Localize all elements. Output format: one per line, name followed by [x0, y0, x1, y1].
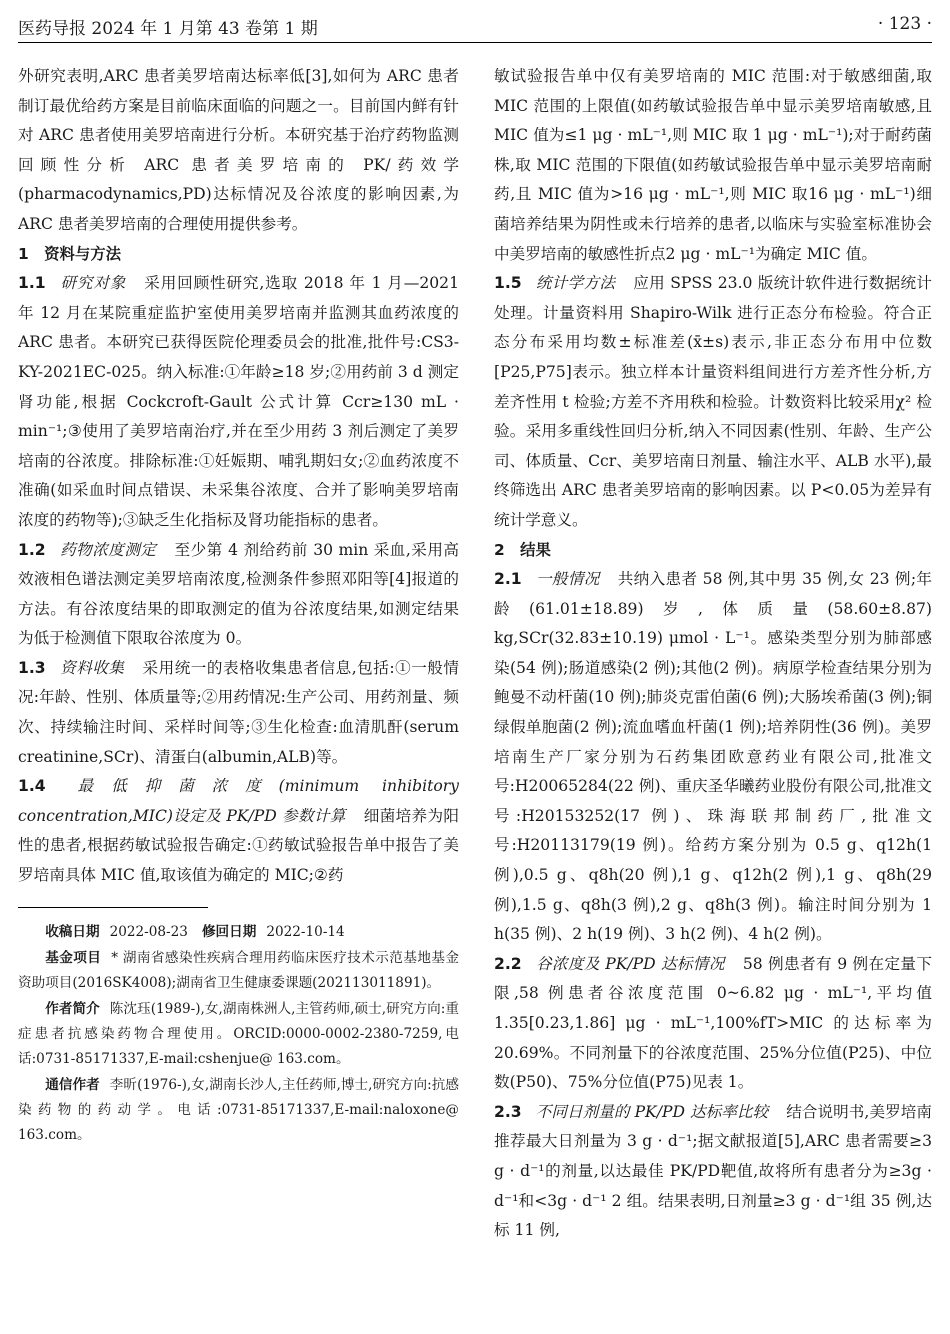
subsection-2-3: [494, 1098, 932, 1246]
subsection-text: 采用统一的表格收集患者信息,包括:①一般情况:年龄、性别、体质量等;②用药情况:生产公司、用药剂量、频次、持续输注时间、采样时间等;③生化检查:血清肌酐(serum creatinine,SCr)、清蛋白(albumin,ALB)等。: [18, 658, 459, 766]
left-column: [18, 62, 459, 1322]
section-heading-results: 2 结果: [494, 540, 551, 559]
subsection-text: 共纳入患者 58 例,其中男 35 例,女 23 例;年龄(61.01±18.89)岁,体质量(58.60±8.87) kg,SCr(32.83±10.19) μmol · L⁻¹。感染类型分别为肺部感染(54 例);肠道感染(2 例);其他(2 例)。病原学检查结果分别为鲍曼不动杆菌(10 例);肺炎克雷伯菌(6 例);大肠埃希菌(3 例);铜绿假单胞菌(2 例);流血嗜血杆菌(1 例);培养阴性(36 例)。美罗培南生产厂家分别为石药集团欧意药业有限公司,批准文号:H20065284(22 例)、重庆圣华曦药业股份有限公司,批准文号:H20153252(17 例)、珠海联邦制药厂,批准文号:H20113179(19 例)。给药方案分别为 0.5 g、q12h(1 例),0.5 g、q8h(20 例),1 g、q12h(2 例),1 g、q8h(29 例),1.5 g、q8h(3 例),2 g、q8h(3 例)。输注时间分别为 1 h(35 例)、2 h(19 例)、3 h(2 例)、4 h(2 例)。: [494, 570, 932, 944]
footnote-divider: [18, 907, 208, 908]
footnote-corresponding: [18, 1073, 459, 1148]
right-column: [494, 62, 932, 1330]
subsection-title: 统计学方法: [535, 274, 616, 293]
page-number: · 123 ·: [877, 14, 932, 34]
footnote-dates: [18, 920, 459, 945]
footnote-author: [18, 997, 459, 1072]
subsection-text: 58 例患者有 9 例在定量下限,58 例患者谷浓度范围 0~6.82 μg · mL⁻¹,平均值 1.35[0.23,1.86] μg · mL⁻¹,100%fT>MIC 的达标率为 20.69%。不同剂量下的谷浓度范围、25%分位值(P25)、中位数(P50)、75%分位值(P75)见表 1。: [494, 954, 932, 1092]
author-label: 作者简介: [45, 1000, 100, 1017]
received-date: 2022-08-23: [109, 923, 188, 940]
subsection-1-1: [18, 269, 459, 535]
received-label: 收稿日期: [45, 923, 100, 940]
subsection-number: 2.2: [494, 954, 522, 973]
subsection-2-2: [494, 950, 932, 1098]
subsection-number: 1.1: [18, 274, 46, 293]
subsection-1-5: [494, 269, 932, 535]
subsection-text: 至少第 4 剂给药前 30 min 采血,采用高效液相色谱法测定美罗培南浓度,检测条件参照邓阳等[4]报道的方法。有谷浓度结果的即取测定的值为谷浓度结果,如测定结果为低于检测值下限取谷浓度为 0。: [18, 540, 459, 648]
subsection-text: 应用 SPSS 23.0 版统计软件进行数据统计处理。计量资料用 Shapiro-Wilk 进行正态分布检验。符合正态分布采用均数±标准差(x̄±s)表示,非正态分布用中位数[P25,P75]表示。独立样本计量资料组间进行方差齐性分析,方差齐性用 t 检验;方差不齐用秩和检验。计数资料比较采用χ² 检验。采用多重线性回归分析,纳入不同因素(性别、年龄、生产公司、体质量、Ccr、美罗培南日剂量、输注水平、ALB 水平),最终筛选出 ARC 患者美罗培南的影响因素。以 P<0.05为差异有统计学意义。: [494, 274, 932, 529]
subsection-number: 1.4: [18, 777, 46, 796]
page-header: [18, 8, 932, 43]
subsection-1-2: [18, 536, 459, 654]
subsection-title: 不同日剂量的 PK/PD 达标率比较: [535, 1102, 769, 1121]
subsection-number: 2.1: [494, 570, 522, 589]
subsection-title: 谷浓度及 PK/PD 达标情况: [535, 954, 725, 973]
subsection-text: 采用回顾性研究,选取 2018 年 1 月—2021 年 12 月在某院重症监护室使用美罗培南并监测其血药浓度的 ARC 患者。本研究已获得医院伦理委员会的批准,批件号:CS3-KY-2021EC-025。纳入标准:①年龄≥18 岁;②用药前 3 d 测定肾功能,根据 Cockcroft-Gault 公式计算 Ccr≥130 mL · min⁻¹;③使用了美罗培南治疗,并在至少用药 3 剂后测定了美罗培南的谷浓度。排除标准:①妊娠期、哺乳期妇女;②血药浓度不准确(如采血时间点错误、未采集谷浓度、合并了影响美罗培南浓度的药物等);③缺乏生化指标及肾功能指标的患者。: [18, 274, 459, 529]
subsection-number: 2.3: [494, 1102, 522, 1121]
fund-label: 基金项目: [45, 949, 102, 966]
subsection-number: 1.2: [18, 540, 46, 559]
subsection-number: 1.5: [494, 274, 522, 293]
subsection-title: 最低抑菌浓度(minimum inhibitory concentration,MIC)设定及 PK/PD 参数计算: [18, 777, 459, 825]
revised-label: 修回日期: [201, 923, 257, 940]
subsection-text: 细菌培养为阳性的患者,根据药敏试验报告确定:①药敏试验报告单中报告了美罗培南具体 MIC 值,取该值为确定的 MIC;②药: [18, 806, 459, 885]
author-text: 陈沈珏(1989-),女,湖南株洲人,主管药师,硕士,研究方向:重症患者抗感染药物合理使用。ORCID:0000-0002-2380-7259,电话:0731-85171337,E-mail:cshenjue@ 163.com。: [18, 1000, 459, 1067]
subsection-title: 研究对象: [59, 274, 127, 293]
continued-paragraph: 敏试验报告单中仅有美罗培南的 MIC 范围:对于敏感细菌,取 MIC 范围的上限值(如药敏试验报告单中显示美罗培南敏感,且 MIC 值为≤1 μg · mL⁻¹,则 MIC 取 1 μg · mL⁻¹);对于耐药菌株,取 MIC 范围的下限值(如药敏试验报告单中显示美罗培南耐药,且 MIC 值为>16 μg · mL⁻¹,则 MIC 取16 μg · mL⁻¹)细菌培养结果为阴性或未行培养的患者,以临床与实验室标准协会中美罗培南的敏感性折点2 μg · mL⁻¹为确定 MIC 值。: [494, 67, 932, 263]
fund-text: * 湖南省感染性疾病合理用药临床医疗技术示范基地基金资助项目(2016SK4008);湖南省卫生健康委课题(202113011891)。: [18, 949, 459, 991]
subsection-1-4: [18, 772, 459, 890]
subsection-text: 结合说明书,美罗培南推荐最大日剂量为 3 g · d⁻¹;据文献报道[5],ARC 患者需要≥3 g · d⁻¹的剂量,以达最佳 PK/PD靶值,故将所有患者分为≥3g · d⁻¹和<3g · d⁻¹ 2 组。结果表明,日剂量≥3 g · d⁻¹组 35 例,达标 11 例,: [494, 1102, 932, 1240]
corresponding-label: 通信作者: [45, 1076, 100, 1093]
footnotes: [18, 920, 459, 1148]
subsection-1-3: [18, 654, 459, 772]
subsection-title: 一般情况: [535, 570, 600, 589]
corresponding-text: 李昕(1976-),女,湖南长沙人,主任药师,博士,研究方向:抗感染药物的药动学。电话:0731-85171337,E-mail:naloxone@ 163.com。: [18, 1076, 459, 1143]
subsection-number: 1.3: [18, 658, 46, 677]
subsection-title: 资料收集: [59, 658, 125, 677]
revised-date: 2022-10-14: [266, 923, 345, 940]
intro-paragraph: 外研究表明,ARC 患者美罗培南达标率低[3],如何为 ARC 患者制订最优给药方案是目前临床面临的问题之一。目前国内鲜有针对 ARC 患者使用美罗培南进行分析。本研究基于治疗药物监测回顾性分析 ARC 患者美罗培南的 PK/药效学(pharmacodynamics,PD)达标情况及谷浓度的影响因素,为 ARC 患者美罗培南的合理使用提供参考。: [18, 67, 459, 233]
footnote-fund: [18, 946, 459, 996]
subsection-2-1: [494, 565, 932, 950]
journal-title: 医药导报 2024 年 1 月第 43 卷第 1 期: [18, 19, 318, 39]
section-heading-methods: 1 资料与方法: [18, 244, 122, 263]
subsection-title: 药物浓度测定: [59, 540, 157, 559]
